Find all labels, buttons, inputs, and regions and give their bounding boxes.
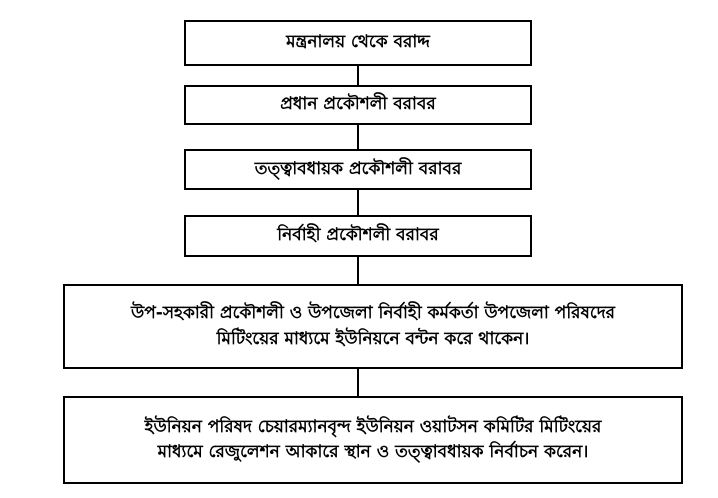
step-2-text: প্রধান প্রকৌশলী বরাবর [280,94,436,115]
step-1-text: মন্ত্রনালয় থেকে বরাদ্দ [286,32,430,53]
step-box-2 [184,85,532,125]
step-4-text: নির্বাহী প্রকৌশলী বরাবর [277,225,439,246]
step-5-text-line-2: মিটিংয়ের মাধ্যমে ইউনিয়নে বন্টন করে থাকেন। [216,328,530,349]
step-box-3 [184,149,532,190]
step-box-5 [63,284,683,369]
step-6-text-line-1: ইউনিয়ন পরিষদ চেয়ারম্যানবৃন্দ ইউনিয়ন ওয়াটসন কমিটির মিটিংয়ের [144,416,602,437]
step-6-text-line-2: মাধ্যমে রেজুলেশন আকারে স্থান ও তত্ত্বাবধায়ক নির্বাচন করেন। [157,442,589,462]
step-5-text-line-1: উপ-সহকারী প্রকৌশলী ও উপজেলা নির্বাহী কর্মকর্তা উপজেলা পরিষদের [130,303,616,323]
step-box-6 [63,396,683,484]
step-box-1 [184,20,532,66]
step-box-4 [184,215,532,257]
step-3-text: তত্ত্বাবধায়ক প্রকৌশলী বরাবর [254,158,462,179]
